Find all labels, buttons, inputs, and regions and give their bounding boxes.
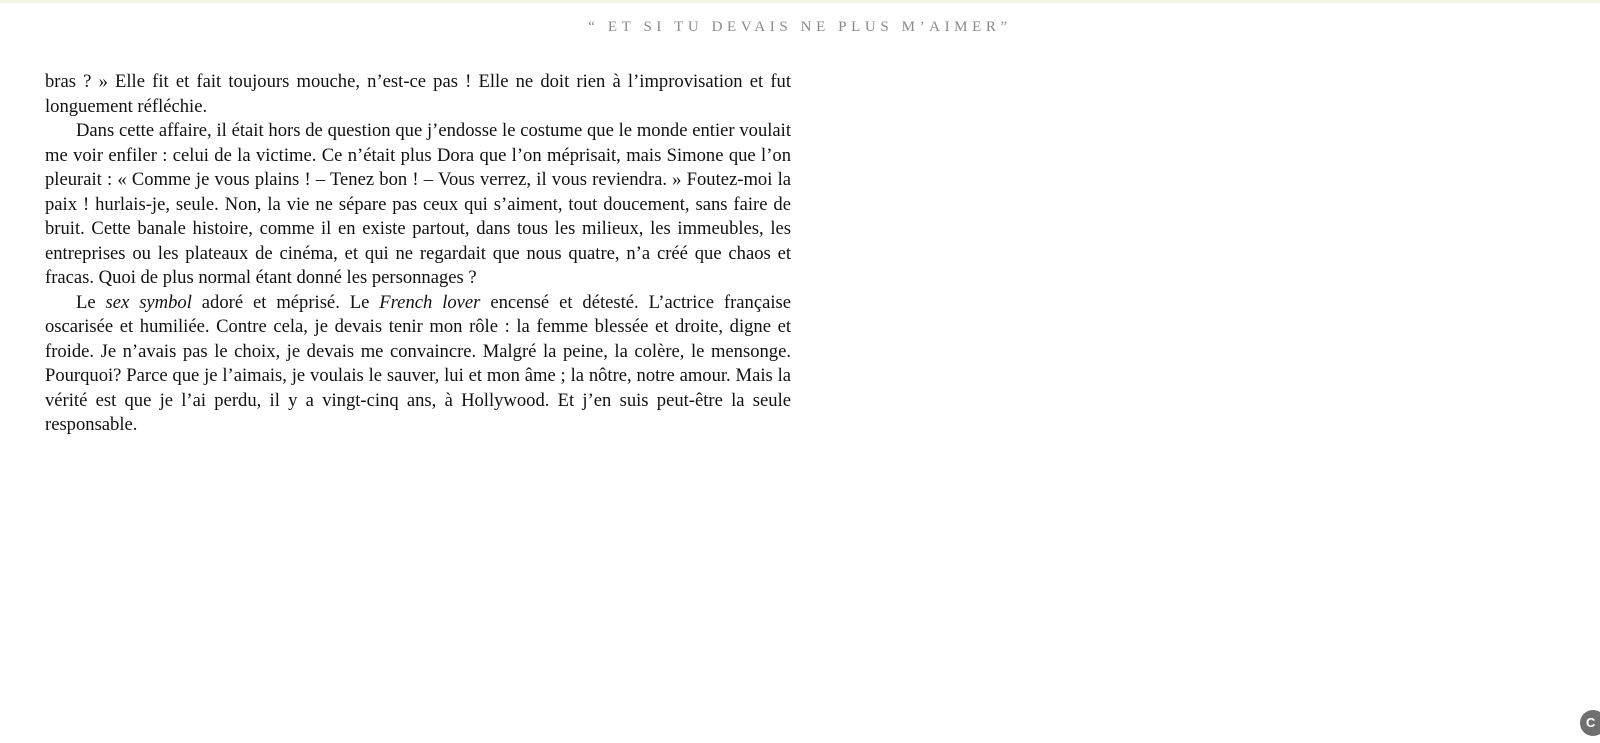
corner-floating-button[interactable]: C [1580, 710, 1600, 736]
paragraph-3-italic-sex-symbol: sex symbol [105, 291, 192, 313]
page-body [45, 70, 791, 438]
paragraph-3-text-1: Le [76, 291, 106, 313]
paragraph-3 [45, 291, 791, 438]
paragraph-3-italic-french-lover: French lover [379, 291, 481, 313]
paragraph-1: bras ? » Elle fit et fait toujours mouche, n’est-ce pas ! Elle ne doit rien à l’improvisation et fut longuement réfléchie. [45, 71, 791, 117]
running-header-title: “ ET SI TU DEVAIS NE PLUS M’AIMER” [588, 19, 1012, 35]
top-border-line [0, 0, 1600, 3]
paragraph-3-text-3: encensé et détesté. L’actrice française oscarisée et humiliée. Contre cela, je devais tenir mon rôle : la femme blessée et droite, digne et froide. Je n’avais pas le choix, je devais me convaincre. Malgré la peine, la colère, le mensonge. Pourquoi? Parce que je l’aimais, je voulais le sauver, lui et mon âme ; la nôtre, notre amour. Mais la vérité est que je l’ai perdu, il y a vingt-cinq ans, à Hollywood. Et j’en suis peut-être la seule responsable. [45, 291, 791, 435]
paragraph-2: Dans cette affaire, il était hors de question que j’endosse le costume que le monde entier voulait me voir enfiler : celui de la victime. Ce n’était plus Dora que l’on méprisait, mais Simone que l’on pleurait : « Comme je vous plains ! – Tenez bon ! – Vous verrez, il vous reviendra. » Foutez-moi la paix ! hurlais-je, seule. Non, la vie ne sépare pas ceux qui s’aiment, tout doucement, sans faire de bruit. Cette banale histoire, comme il en existe partout, dans tous les milieux, les immeubles, les entreprises ou les plateaux de cinéma, et qui ne regardait que nous quatre, n’a créé que chaos et fracas. Quoi de plus normal étant donné les personnages ? [45, 120, 791, 288]
paragraph-3-text-2: adoré et méprisé. Le [191, 291, 380, 313]
